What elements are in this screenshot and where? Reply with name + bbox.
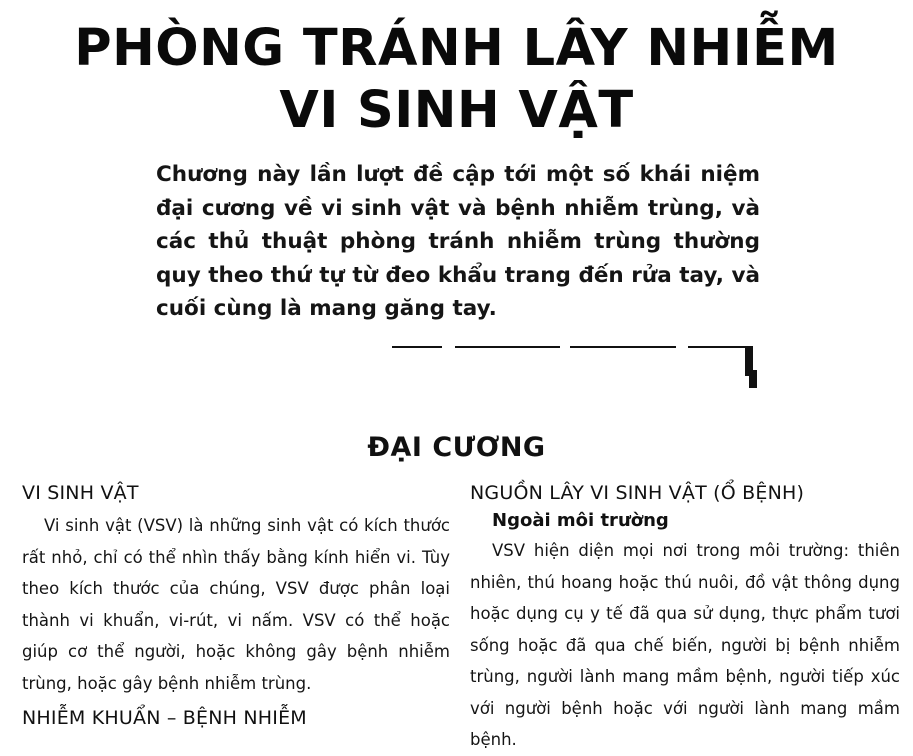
title-line-2: VI SINH VẬT	[279, 81, 634, 140]
right-heading: NGUỒN LÂY VI SINH VẬT (Ổ BỆNH)	[470, 482, 805, 504]
left-heading: VI SINH VẬT	[22, 482, 139, 504]
divider-segment	[570, 346, 676, 348]
right-column	[470, 482, 900, 756]
left-paragraph: Vi sinh vật (VSV) là những sinh vật có kích thước rất nhỏ, chỉ có thể nhìn thấy bằng kính hiển vi. Tùy theo kích thước của chúng, VSV được phân loại thành vi khuẩn, vi-rút, vi nấm. VSV có thể hoặc giúp cơ thể người, hoặc không gây bệnh nhiễm trùng, hoặc gây bệnh nhiễm trùng.	[22, 516, 450, 693]
section-title: ĐẠI CƯƠNG	[367, 432, 546, 463]
divider-end-mark	[745, 346, 757, 388]
chapter-intro: Chương này lần lượt đề cập tới một số khái niệm đại cương về vi sinh vật và bệnh nhiễm trùng, và các thủ thuật phòng tránh nhiễm trùng thường quy theo thứ tự từ đeo khẩu trang đến rửa tay, và cuối cùng là mang găng tay.	[156, 162, 760, 321]
divider-segment	[688, 346, 752, 348]
page-title	[0, 18, 913, 142]
divider-segment	[455, 346, 560, 348]
left-heading-2: NHIỄM KHUẨN – BỆNH NHIỄM	[22, 707, 307, 729]
title-line-1: PHÒNG TRÁNH LÂY NHIỄM	[74, 19, 839, 78]
left-column	[22, 482, 450, 735]
right-subheading: Ngoài môi trường	[492, 510, 669, 531]
divider-segment	[392, 346, 442, 348]
right-paragraph: VSV hiện diện mọi nơi trong môi trường: thiên nhiên, thú hoang hoặc thú nuôi, đồ vật thông dụng hoặc dụng cụ y tế đã qua sử dụng, thực phẩm tươi sống hoặc đã qua chế biến, người bị bệnh nhiễm trùng, người lành mang mầm bệnh, người tiếp xúc với người bệnh hoặc với người lành mang mầm bệnh.	[470, 541, 900, 749]
